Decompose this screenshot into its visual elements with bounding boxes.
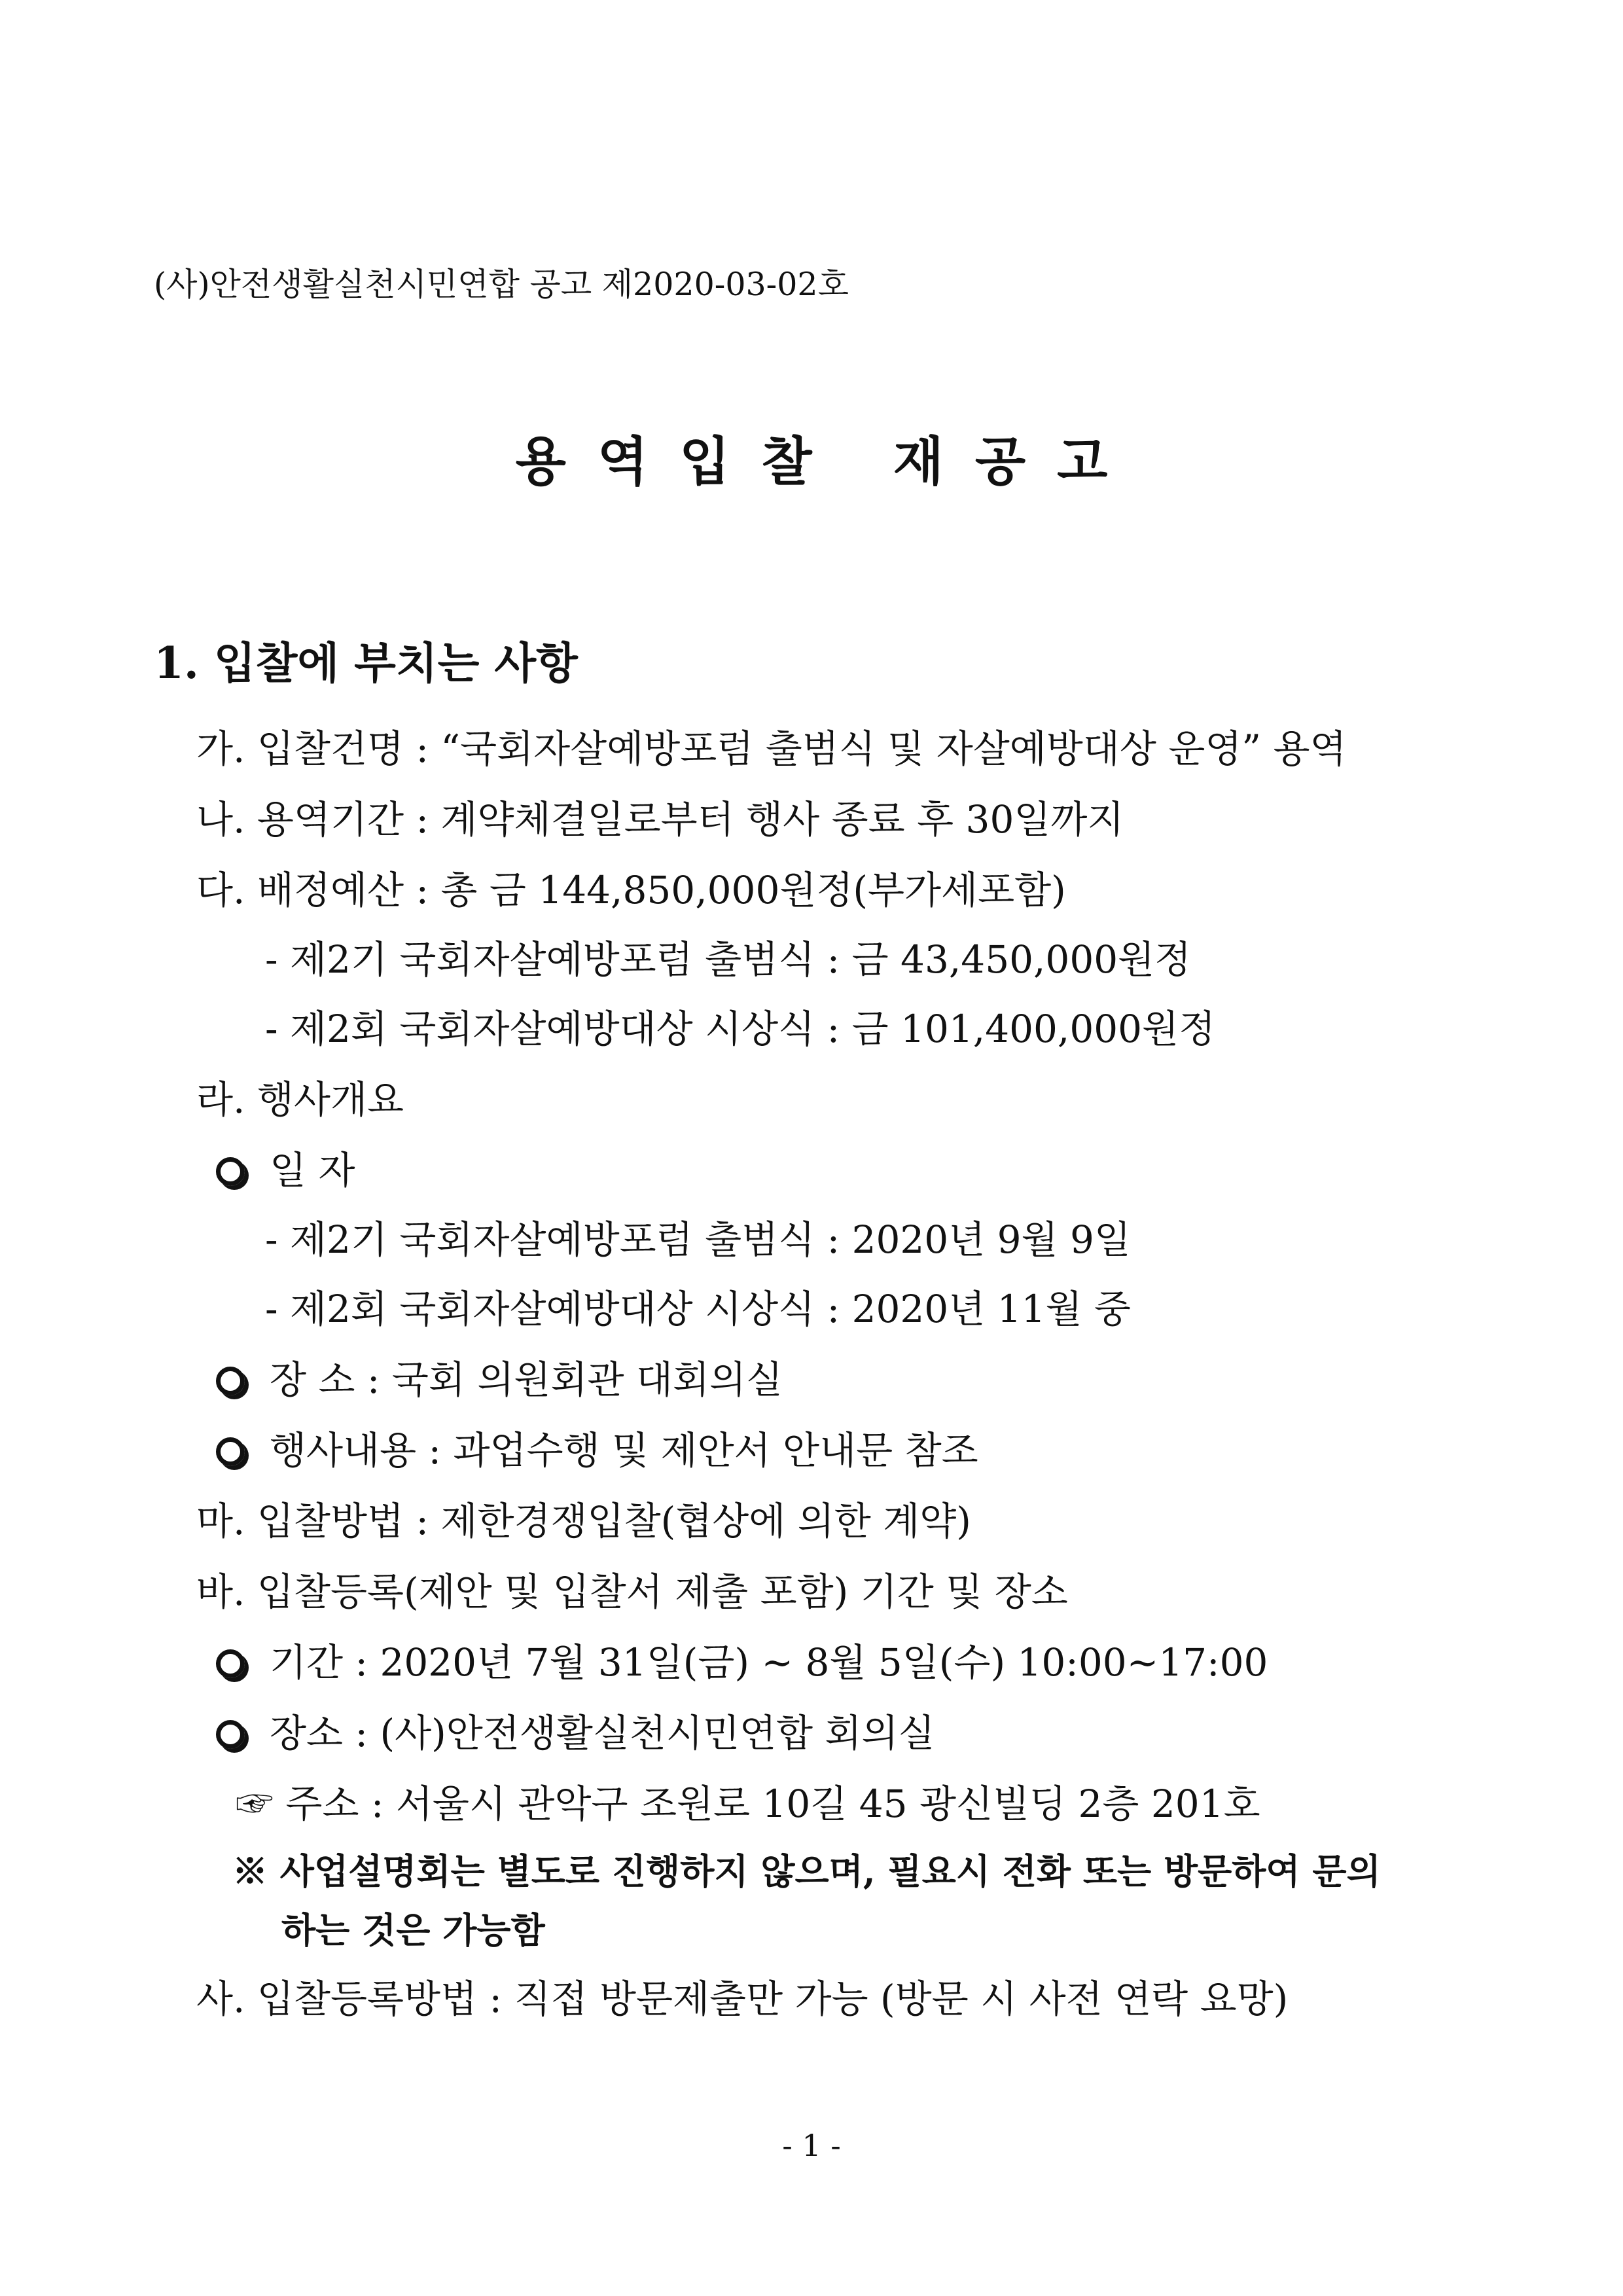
notice-number: (사)안전생활실천시민연합 공고 제2020-03-02호 [154,266,849,303]
item-bid-registration: 바. 입찰등록(제안 및 입찰서 제출 포함) 기간 및 장소 [196,1570,1068,1614]
bullet-event-content [216,1428,978,1473]
briefing-note-line2: 하는 것은 가능함 [281,1909,545,1951]
budget-sub-award: - 제2회 국회자살예방대상 시상식 : 금 101,400,000원정 [265,1007,1216,1051]
bullet-venue-label: 장 소 : 국회 의원회관 대회의실 [270,1357,783,1402]
circle-bullet-icon [216,1157,245,1186]
bullet-registration-period-label: 기간 : 2020년 7월 31일(금) ~ 8월 5일(수) 10:00~17:00 [270,1640,1268,1685]
section-heading: 1. 입찰에 부치는 사항 [154,637,578,689]
circle-bullet-icon [216,1649,245,1678]
bullet-registration-place [216,1711,935,1755]
circle-bullet-icon [216,1367,245,1395]
bullet-registration-place-label: 장소 : (사)안전생활실천시민연합 회의실 [270,1711,935,1755]
circle-bullet-icon [216,1720,245,1749]
item-budget: 다. 배정예산 : 총 금 144,850,000원정(부가세포함) [196,868,1066,912]
page-number: - 1 - [782,2128,841,2163]
bullet-date-label: 일 자 [270,1148,355,1193]
document-title: 용역입찰 재공고 [515,431,1139,492]
date-sub-forum: - 제2기 국회자살예방포럼 출범식 : 2020년 9월 9일 [265,1217,1131,1262]
date-sub-award: - 제2회 국회자살예방대상 시상식 : 2020년 11월 중 [265,1287,1131,1331]
item-bid-name: 가. 입찰건명 : “국회자살예방포럼 출범식 및 자살예방대상 운영” 용역 [196,726,1347,771]
bullet-event-content-label: 행사내용 : 과업수행 및 제안서 안내문 참조 [270,1428,978,1473]
item-event-overview: 라. 행사개요 [196,1077,404,1122]
circle-bullet-icon [216,1437,245,1466]
item-registration-method: 사. 입찰등록방법 : 직접 방문제출만 가능 (방문 시 사전 연락 요망) [196,1977,1289,2021]
briefing-note-line1: ※ 사업설명회는 별도로 진행하지 않으며, 필요시 전화 또는 방문하여 문의 [232,1850,1381,1892]
item-bid-method: 마. 입찰방법 : 제한경쟁입찰(협상에 의한 계약) [196,1499,971,1543]
item-service-period: 나. 용역기간 : 계약체결일로부터 행사 종료 후 30일까지 [196,797,1124,842]
bullet-registration-period [216,1640,1268,1685]
address-line: ☞ 주소 : 서울시 관악구 조원로 10길 45 광신빌딩 2층 201호 [236,1782,1260,1826]
bullet-venue [216,1357,783,1402]
budget-sub-forum: - 제2기 국회자살예방포럼 출범식 : 금 43,450,000원정 [265,937,1192,982]
bullet-date [216,1148,355,1193]
